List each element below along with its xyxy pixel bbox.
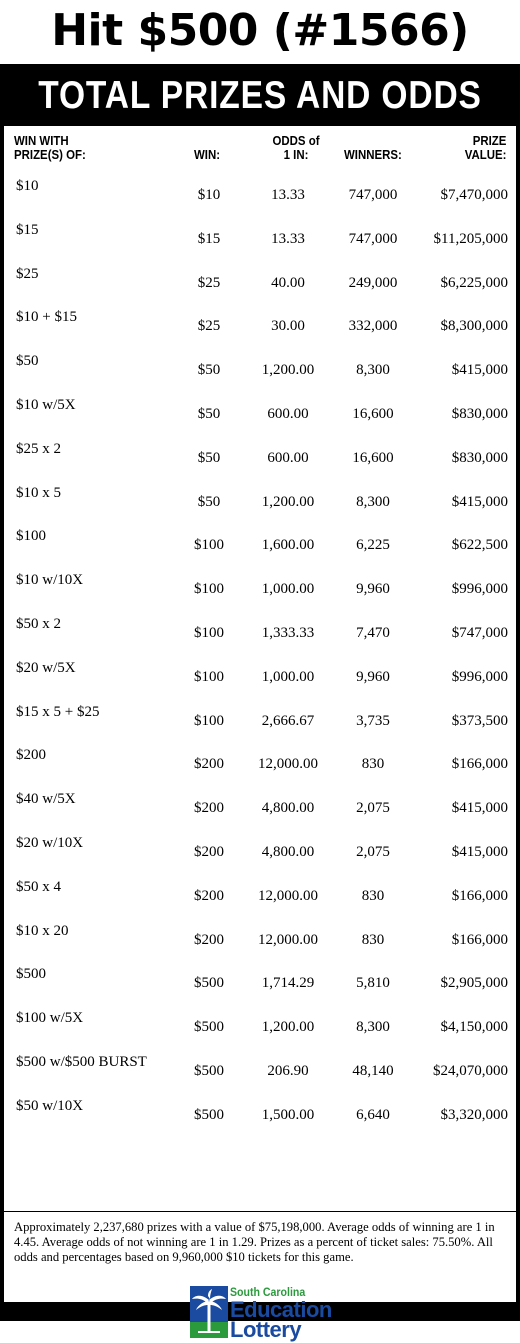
cell-win: $100: [194, 537, 224, 554]
cell-winners: 6,225: [356, 537, 390, 554]
header-win: WIN:: [194, 147, 221, 162]
cell-winners: 6,640: [356, 1106, 390, 1123]
cell-odds: 1,600.00: [261, 537, 315, 554]
cell-odds: 2,666.67: [261, 712, 315, 729]
table-row: [4, 1090, 516, 1134]
cell-prize-value: $622,500: [451, 537, 508, 554]
cell-winners: 8,300: [356, 1019, 390, 1036]
cell-prize: $10 x 20: [16, 922, 69, 939]
cell-prize: $50 x 2: [16, 615, 61, 632]
table-row: [4, 389, 516, 433]
cell-prize-value: $166,000: [451, 756, 508, 773]
cell-prize-value: $11,205,000: [433, 230, 508, 247]
cell-prize: $50 w/10X: [16, 1097, 84, 1114]
cell-prize-value: $415,000: [451, 800, 508, 817]
cell-prize-value: $24,070,000: [433, 1062, 508, 1079]
cell-winners: 2,075: [356, 800, 390, 817]
cell-win: $100: [194, 581, 224, 598]
cell-prize-value: $996,000: [451, 668, 508, 685]
cell-winners: 7,470: [356, 624, 390, 641]
table-row: [4, 652, 516, 696]
cell-win: $50: [197, 449, 221, 466]
cell-winners: 48,140: [352, 1062, 394, 1079]
table-row: [4, 258, 516, 302]
cell-winners: 5,810: [356, 975, 390, 992]
footer-divider: [4, 1211, 516, 1212]
cell-odds: 1,714.29: [261, 975, 315, 992]
cell-prize: $500 w/$500 BURST: [16, 1053, 147, 1070]
cell-winners: 8,300: [356, 493, 390, 510]
prize-rows: [4, 170, 516, 1134]
header-prize-line1: WIN WITH: [14, 133, 69, 148]
cell-winners: 747,000: [348, 230, 398, 247]
cell-winners: 3,735: [356, 712, 390, 729]
cell-win: $500: [194, 1062, 224, 1079]
cell-prize: $10 w/10X: [16, 572, 84, 589]
cell-odds: 12,000.00: [258, 931, 318, 948]
table-row: [4, 170, 516, 214]
cell-odds: 600.00: [267, 405, 309, 422]
cell-prize: $100 w/5X: [16, 1010, 84, 1027]
cell-prize: $10: [16, 178, 39, 194]
header-value-line2: VALUE:: [464, 147, 506, 162]
cell-prize-value: $415,000: [451, 362, 508, 379]
cell-win: $200: [194, 800, 224, 817]
cell-win: $100: [194, 624, 224, 641]
table-row: [4, 1046, 516, 1090]
cell-winners: 830: [361, 931, 385, 948]
cell-prize: $200: [16, 747, 46, 764]
cell-odds: 12,000.00: [258, 887, 318, 904]
cell-win: $200: [194, 843, 224, 860]
table-row: [4, 477, 516, 521]
header-prize-line2: PRIZE(S) OF:: [14, 147, 86, 162]
odds-footnote: Approximately 2,237,680 prizes with a value of $75,198,000. Average odds of winning are 1 in 4.45. Average odds of not winning are 1 in 1.29. Prizes as a percent of ticket sales: 75.50%. All odds and percentages based on 9,960,000 $10 tickets for this game.: [14, 1220, 495, 1264]
header-value-line1: PRIZE: [472, 133, 506, 148]
cell-odds: 1,000.00: [261, 581, 315, 598]
cell-winners: 332,000: [348, 318, 398, 335]
cell-win: $500: [194, 1019, 224, 1036]
cell-prize-value: $166,000: [451, 931, 508, 948]
cell-odds: 1,500.00: [261, 1106, 315, 1123]
cell-prize-value: $415,000: [451, 493, 508, 510]
cell-prize-value: $415,000: [451, 843, 508, 860]
cell-winners: 8,300: [356, 362, 390, 379]
table-row: [4, 958, 516, 1002]
cell-win: $200: [194, 756, 224, 773]
cell-win: $200: [194, 931, 224, 948]
table-header: [4, 126, 516, 176]
cell-prize-value: $830,000: [451, 405, 508, 422]
cell-winners: 830: [361, 756, 385, 773]
palmetto-tree-icon: [190, 1286, 228, 1338]
cell-prize-value: $166,000: [451, 887, 508, 904]
cell-prize-value: $4,150,000: [440, 1019, 508, 1036]
logo-line-education: Education: [230, 1297, 332, 1322]
cell-odds: 13.33: [271, 230, 305, 247]
cell-prize-value: $8,300,000: [440, 318, 508, 335]
cell-win: $50: [197, 362, 221, 379]
cell-odds: 1,333.33: [261, 624, 315, 641]
cell-win: $100: [194, 668, 224, 685]
cell-win: $500: [194, 1106, 224, 1123]
cell-prize: $20 w/5X: [16, 659, 76, 676]
table-row: [4, 739, 516, 783]
cell-win: $50: [197, 405, 221, 422]
cell-odds: 1,200.00: [261, 493, 315, 510]
cell-prize: $15 x 5 + $25: [16, 703, 100, 720]
cell-prize-value: $373,500: [451, 712, 508, 729]
table-row: [4, 783, 516, 827]
cell-winners: 2,075: [356, 843, 390, 860]
cell-winners: 249,000: [348, 274, 398, 291]
cell-prize: $100: [16, 528, 46, 545]
cell-win: $25: [197, 274, 221, 291]
cell-win: $25: [197, 318, 221, 335]
cell-prize: $10 x 5: [16, 484, 61, 501]
cell-winners: 9,960: [356, 668, 390, 685]
table-row: [4, 696, 516, 740]
cell-prize: $15: [16, 221, 39, 238]
table-row: [4, 564, 516, 608]
cell-odds: 1,200.00: [261, 362, 315, 379]
cell-win: $200: [194, 887, 224, 904]
header-prize: [14, 134, 86, 162]
table-row: [4, 608, 516, 652]
table-row: [4, 345, 516, 389]
section-title: TOTAL PRIZES AND ODDS: [38, 74, 482, 117]
cell-prize: $50: [16, 353, 39, 370]
logo-line-lottery: Lottery: [230, 1317, 302, 1342]
cell-odds: 13.33: [271, 187, 305, 203]
cell-win: $500: [194, 975, 224, 992]
cell-prize: $40 w/5X: [16, 791, 76, 808]
cell-prize: $25 x 2: [16, 440, 61, 457]
cell-odds: 600.00: [267, 449, 309, 466]
cell-prize: $20 w/10X: [16, 834, 84, 851]
cell-odds: 30.00: [271, 318, 305, 335]
header-winners: WINNERS:: [344, 147, 402, 162]
cell-prize: $10 w/5X: [16, 396, 76, 413]
cell-winners: 16,600: [352, 449, 394, 466]
cell-prize-value: $2,905,000: [440, 975, 508, 992]
header-prize-value: [464, 134, 506, 162]
cell-prize: $25: [16, 265, 39, 282]
cell-win: $10: [197, 187, 221, 203]
cell-odds: 206.90: [267, 1062, 309, 1079]
cell-prize: $500: [16, 966, 46, 983]
cell-winners: 830: [361, 887, 385, 904]
cell-prize-value: $830,000: [451, 449, 508, 466]
cell-odds: 12,000.00: [258, 756, 318, 773]
table-row: [4, 214, 516, 258]
cell-win: $50: [197, 493, 221, 510]
cell-winners: 16,600: [352, 405, 394, 422]
cell-prize-value: $996,000: [451, 581, 508, 598]
game-title: Hit $500 (#1566): [51, 5, 469, 56]
table-row: [4, 1002, 516, 1046]
cell-prize-value: $747,000: [451, 624, 508, 641]
table-row: [4, 520, 516, 564]
table-row: [4, 301, 516, 345]
table-row: [4, 433, 516, 477]
cell-odds: 1,000.00: [261, 668, 315, 685]
header-odds-line2: 1 IN:: [283, 147, 309, 162]
cell-odds: 4,800.00: [261, 843, 315, 860]
cell-prize: $50 x 4: [16, 878, 61, 895]
cell-prize-value: $6,225,000: [440, 274, 508, 291]
cell-odds: 4,800.00: [261, 800, 315, 817]
logo-line-south-carolina: South Carolina: [230, 1287, 306, 1299]
cell-winners: 747,000: [348, 187, 398, 203]
cell-prize-value: $3,320,000: [440, 1106, 508, 1123]
table-row: [4, 915, 516, 959]
cell-prize: $10 + $15: [16, 309, 77, 326]
prize-odds-card: [0, 64, 520, 1342]
cell-win: $100: [194, 712, 224, 729]
cell-prize-value: $7,470,000: [440, 187, 508, 203]
odds-table-panel: [4, 126, 516, 1342]
cell-win: $15: [197, 230, 221, 247]
table-row: [4, 827, 516, 871]
cell-winners: 9,960: [356, 581, 390, 598]
header-odds: [266, 134, 326, 162]
sc-education-lottery-logo: [190, 1286, 350, 1342]
table-row: [4, 871, 516, 915]
cell-odds: 1,200.00: [261, 1019, 315, 1036]
header-odds-line1: ODDS of: [272, 133, 320, 148]
cell-odds: 40.00: [271, 274, 305, 291]
